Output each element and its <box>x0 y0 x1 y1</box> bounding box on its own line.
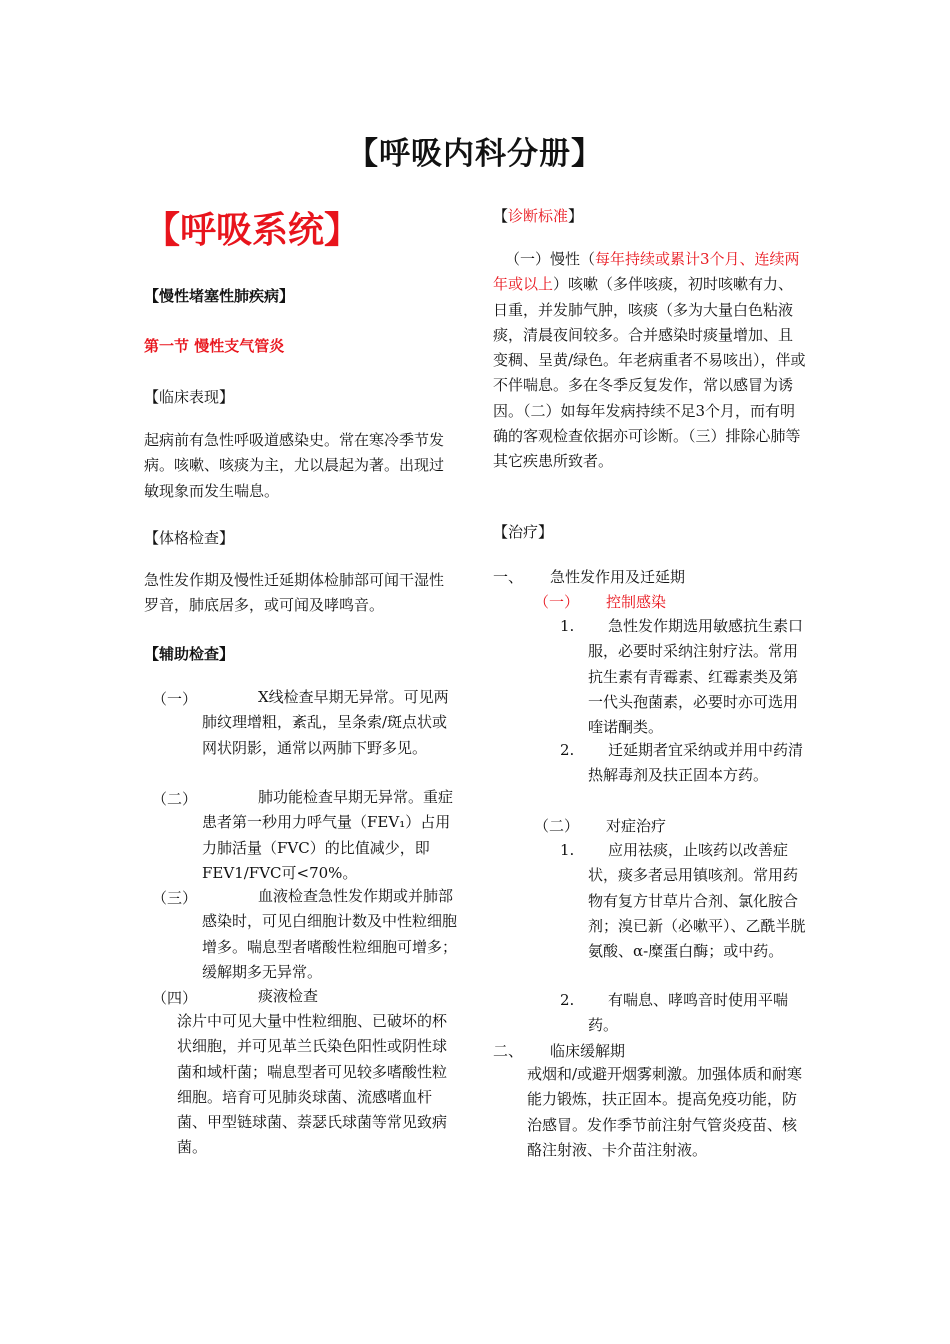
t1b-item-text: 有喘息、哮鸣音时使用平喘药。 <box>588 991 789 1035</box>
aux-item-text: 血液检查急性发作期或并肺部感染时，可见白细胞计数及中性粒细胞增多。喘息型者嗜酸性粒细胞可增多；缓解期多无异常。 <box>202 887 458 981</box>
aux-item-text: X线检查早期无异常。可见两肺纹理增粗，紊乱，呈条索/斑点状或网状阴影，通常以两肺下野多见。 <box>202 688 449 757</box>
t1-number: 一、 <box>493 568 524 586</box>
diag-text: （一）慢性（每年持续或累计3个月、连续两年或以上）咳嗽（多伴咳痰，初时咳嗽有力、日重，并发肺气肿，咳痰（多为大量白色粘液痰，清晨夜间较多。合并感染时痰量增加、且变稠、呈黄/绿色。年老病重者不易咳出），伴或不伴喘息。多在冬季反复发作，常以感冒为诱因。（二）如每年发病持续不足3个月，而有明确的客观检查依据亦可诊断。（三）排除心肺等其它疾患所致者。 <box>493 250 806 471</box>
t1a-number: （一） <box>534 593 580 611</box>
t1a-text: 控制感染 <box>606 593 667 611</box>
aux-item-number: （二） <box>152 790 198 808</box>
diag-duration-highlight: 每年持续或累计3个月、连续两年或以上 <box>493 250 800 294</box>
sputum-text: 涂片中可见大量中性粒细胞、已破坏的杯状细胞，并可见革兰氏染色阳性或阴性球菌和域杆菌；喘息型者可见较多嗜酸性粒细胞。培育可见肺炎球菌、流感嗜血杆菌、甲型链球菌、萘瑟氏球菌等常见致病菌。 <box>177 1012 448 1157</box>
physical-text: 急性发作期及慢性迁延期体检肺部可闻干湿性罗音，肺底居多，或可闻及哮鸣音。 <box>144 571 445 615</box>
aux-item-text: 肺功能检查早期无异常。重症患者第一秒用力呼气量（FEV₁）占用力肺活量（FVC）的比值减少，即FEV1/FVC可<70%。 <box>202 788 454 882</box>
aux-label: 【辅助检查】 <box>144 645 235 663</box>
t2-text: 临床缓解期 <box>550 1042 626 1060</box>
aux-item-text: 痰液检查 <box>258 987 319 1005</box>
t1a-item-text: 急性发作期选用敏感抗生素口服，必要时采纳注射疗法。常用抗生素有青霉素、红霉素类及第一代头孢菌素，必要时亦可选用喹诺酮类。 <box>588 617 804 737</box>
aux-item-number: （三） <box>152 889 198 907</box>
aux-item-number: （四） <box>152 989 198 1007</box>
t2-paragraph: 戒烟和/或避开烟雾刺激。加强体质和耐寒能力锻炼，扶正固本。提高免疫功能，防治感冒。发作季节前注射气管炎疫苗、核酪注射液、卡介苗注射液。 <box>527 1065 803 1159</box>
aux-item-number: （一） <box>152 690 198 708</box>
t1-text: 急性发作用及迁延期 <box>550 568 686 586</box>
clinical-label: 【临床表现】 <box>144 388 235 406</box>
t1b-item-text: 应用祛痰，止咳药以改善症状，痰多者忌用镇咳剂。常用药物有复方甘草片合剂、氯化胺合剂；溴已新（必嗽平）、乙酰半胱氨酸、α-糜蛋白酶；或中药。 <box>588 841 806 961</box>
t1b-item-number: 2. <box>560 991 575 1009</box>
t2-number: 二、 <box>493 1042 524 1060</box>
t1a-item-text: 迁延期者宜采纳或并用中药清热解毒剂及扶正固本方药。 <box>588 741 804 785</box>
section-heading: 第一节 慢性支气管炎 <box>144 337 285 355</box>
disease-heading: 【慢性堵塞性肺疾病】 <box>144 287 295 305</box>
t1a-item-number: 1. <box>560 617 575 635</box>
diag-label: 【诊断标准】 <box>493 207 584 225</box>
system-title: 【呼吸系统】 <box>144 210 361 251</box>
t1b-item-number: 1. <box>560 841 575 859</box>
page-title: 【呼吸内科分册】 <box>347 136 603 172</box>
t1b-text: 对症治疗 <box>606 817 667 835</box>
t1b-number: （二） <box>534 817 580 835</box>
t1a-item-number: 2. <box>560 741 575 759</box>
physical-label: 【体格检查】 <box>144 529 235 547</box>
clinical-text: 起病前有急性呼吸道感染史。常在寒冷季节发病。咳嗽、咳痰为主，尤以晨起为著。出现过敏现象而发生喘息。 <box>144 431 445 500</box>
treat-label: 【治疗】 <box>493 523 554 541</box>
